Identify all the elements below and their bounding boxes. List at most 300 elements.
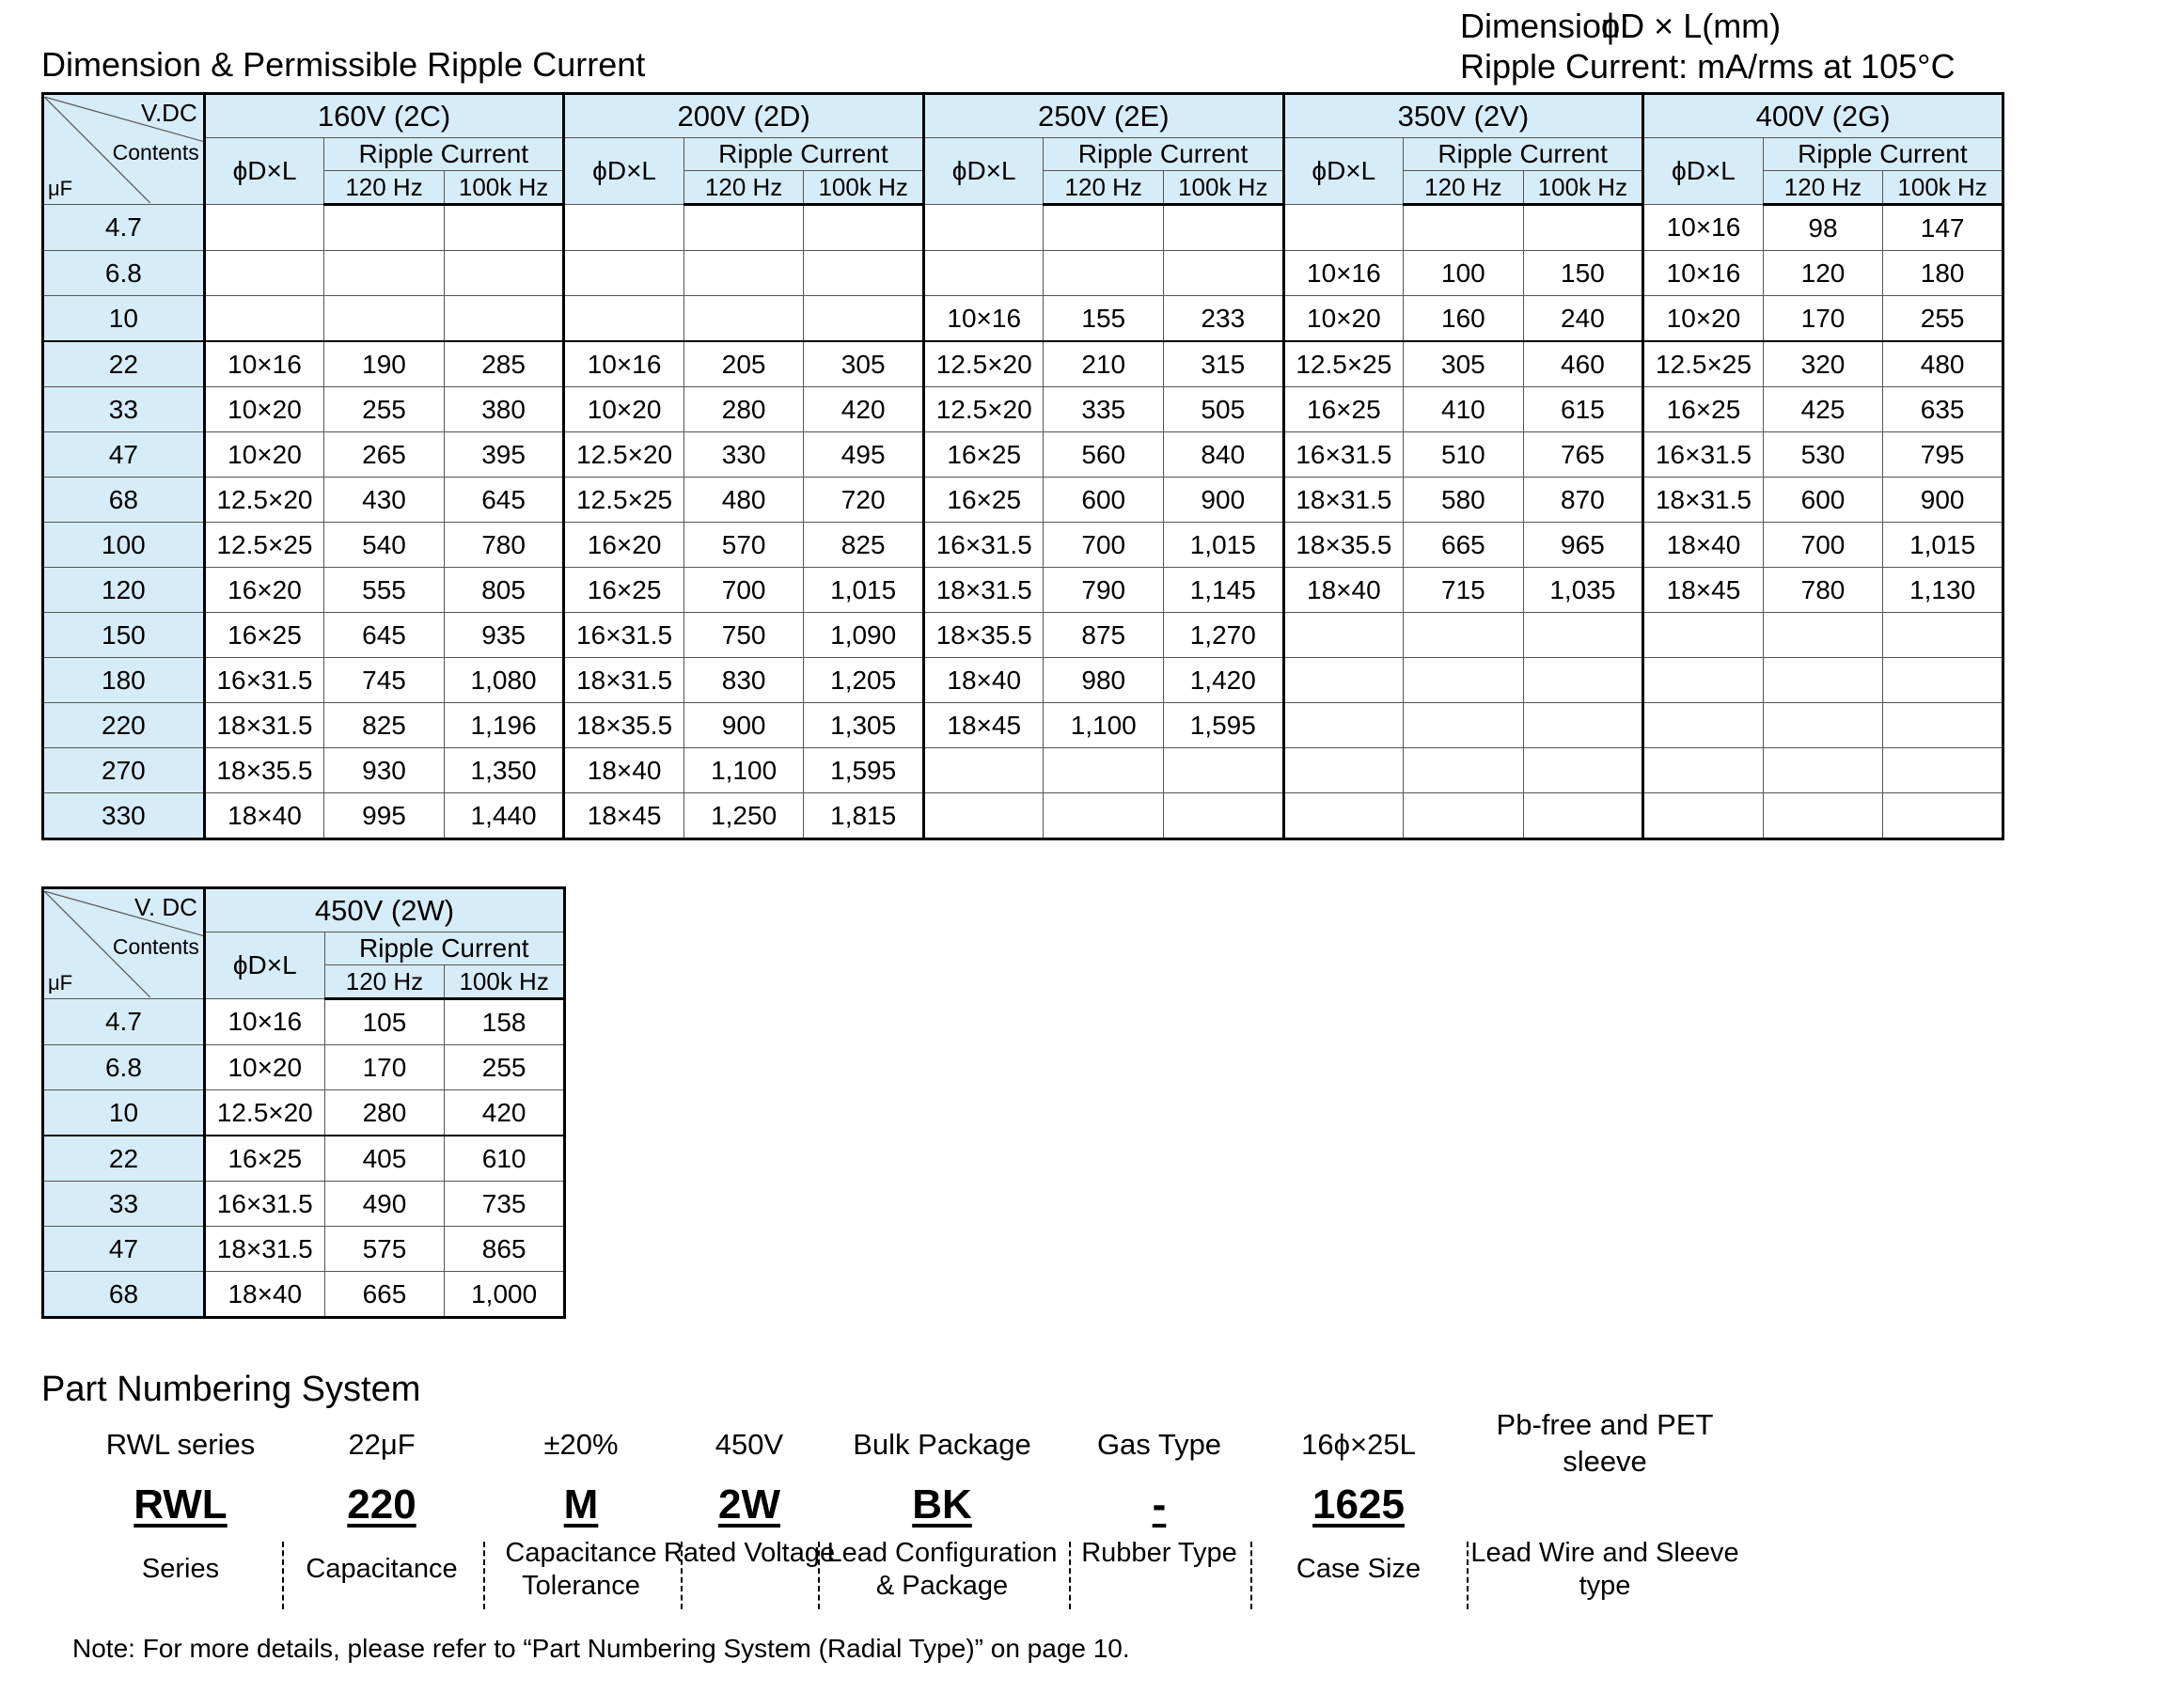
table-cell <box>444 251 564 296</box>
capacitance-cell: 150 <box>43 613 205 658</box>
table-cell: 825 <box>324 703 445 748</box>
table-cell <box>1643 658 1764 703</box>
table-cell: 480 <box>1883 341 2003 387</box>
table-cell: 16×25 <box>1643 387 1764 432</box>
table-cell <box>1283 658 1404 703</box>
freq-120hz-header: 120 Hz <box>324 965 445 999</box>
part-description: Lead Configuration & Package <box>826 1538 1058 1601</box>
table-cell: 12.5×25 <box>564 478 684 523</box>
table-cell: 935 <box>444 613 564 658</box>
part-separator <box>1069 1542 1071 1609</box>
table-cell <box>1044 205 1164 251</box>
table-cell: 1,015 <box>1164 523 1284 568</box>
table-cell: 555 <box>324 568 445 613</box>
table-cell: 745 <box>324 658 445 703</box>
table-cell: 18×40 <box>923 658 1044 703</box>
table-cell <box>324 296 445 342</box>
table-cell: 16×25 <box>923 432 1044 478</box>
table-cell: 10×16 <box>1643 205 1764 251</box>
table-cell <box>1883 613 2003 658</box>
table-cell <box>324 251 445 296</box>
table-row <box>43 703 2003 748</box>
part-description: Lead Wire and Sleeve type <box>1470 1538 1739 1601</box>
table-cell: 700 <box>1763 523 1883 568</box>
table-cell: 18×35.5 <box>923 613 1044 658</box>
table-cell: 10×20 <box>204 432 324 478</box>
table-cell: 830 <box>683 658 804 703</box>
table-cell <box>1283 613 1404 658</box>
table-row <box>43 1227 565 1272</box>
page-title: Dimension & Permissible Ripple Current <box>41 45 646 84</box>
table-cell: 790 <box>1044 568 1164 613</box>
part-code: 1625 <box>1312 1481 1405 1528</box>
table-cell: 18×45 <box>1643 568 1764 613</box>
table-cell: 10×20 <box>564 387 684 432</box>
freq-100khz-header: 100k Hz <box>444 171 564 205</box>
table-cell <box>564 251 684 296</box>
table-cell <box>1763 613 1883 658</box>
table-cell: 12.5×25 <box>204 523 324 568</box>
part-description: Series <box>141 1554 220 1584</box>
header-row <box>43 888 565 932</box>
table-cell <box>564 296 684 342</box>
table-cell: 1,196 <box>444 703 564 748</box>
table-cell: 1,130 <box>1883 568 2003 613</box>
table-cell: 18×31.5 <box>564 658 684 703</box>
part-description: Capacitance <box>306 1554 458 1584</box>
table-cell <box>1763 793 1883 839</box>
table-cell <box>1044 748 1164 793</box>
table-cell: 10×20 <box>204 387 324 432</box>
part-example: 22μF <box>348 1428 416 1461</box>
table-cell: 170 <box>324 1045 445 1090</box>
freq-100khz-header: 100k Hz <box>445 965 565 999</box>
ripple-current-header: Ripple Current <box>1044 138 1283 171</box>
table-cell: 265 <box>324 432 445 478</box>
part-example: 450V <box>715 1428 784 1461</box>
table-cell: 120 <box>1763 251 1883 296</box>
table-cell: 700 <box>683 568 804 613</box>
table-cell: 10×16 <box>564 341 684 387</box>
table-cell: 900 <box>683 703 804 748</box>
capacitance-cell: 22 <box>43 1136 205 1182</box>
ripple-table-450v <box>41 886 566 1319</box>
table-row <box>43 478 2003 523</box>
freq-100khz-header: 100k Hz <box>804 171 924 205</box>
table-cell: 900 <box>1164 478 1284 523</box>
table-cell <box>923 748 1044 793</box>
freq-100khz-header: 100k Hz <box>1523 171 1643 205</box>
table-cell <box>923 251 1044 296</box>
table-cell <box>1763 658 1883 703</box>
table-cell <box>804 296 924 342</box>
table-cell <box>1643 703 1764 748</box>
table-cell <box>1283 748 1404 793</box>
table-cell: 1,350 <box>444 748 564 793</box>
table-cell <box>923 205 1044 251</box>
table-cell <box>804 205 924 251</box>
table-cell: 645 <box>444 478 564 523</box>
table-cell: 16×31.5 <box>1283 432 1404 478</box>
table-cell: 1,440 <box>444 793 564 839</box>
table-row <box>43 793 2003 839</box>
table-cell: 240 <box>1523 296 1643 342</box>
table-cell: 16×31.5 <box>923 523 1044 568</box>
voltage-header: 350V (2V) <box>1283 94 1643 138</box>
table-cell: 1,595 <box>1164 703 1284 748</box>
table-cell <box>1523 793 1643 839</box>
table-cell: 840 <box>1164 432 1284 478</box>
table-row <box>43 1136 565 1182</box>
table-cell: 330 <box>683 432 804 478</box>
table-row <box>43 296 2003 342</box>
table-cell <box>1523 205 1643 251</box>
table-cell: 320 <box>1763 341 1883 387</box>
table-cell: 1,035 <box>1523 568 1643 613</box>
capacitance-cell: 10 <box>43 296 205 342</box>
table-cell: 420 <box>804 387 924 432</box>
table-cell: 16×25 <box>564 568 684 613</box>
table-cell: 305 <box>804 341 924 387</box>
capacitance-cell: 68 <box>43 478 205 523</box>
part-code: 220 <box>347 1481 416 1528</box>
part-example: ±20% <box>543 1428 619 1461</box>
table-cell: 255 <box>445 1045 565 1090</box>
table-cell: 190 <box>324 341 445 387</box>
voltage-header: 160V (2C) <box>204 94 564 138</box>
table-cell: 10×16 <box>204 999 324 1045</box>
table-cell: 1,000 <box>445 1272 565 1318</box>
table-cell: 18×35.5 <box>1283 523 1404 568</box>
table-cell <box>1283 205 1404 251</box>
dimension-header: ϕD×L <box>1643 138 1764 205</box>
capacitance-cell: 6.8 <box>43 251 205 296</box>
table-cell: 750 <box>683 613 804 658</box>
corner-header-cell <box>43 94 205 205</box>
table-cell: 170 <box>1763 296 1883 342</box>
table-cell: 285 <box>444 341 564 387</box>
part-code: RWL <box>134 1481 228 1528</box>
table-cell <box>683 296 804 342</box>
table-cell <box>1404 613 1524 658</box>
table-cell: 665 <box>324 1272 445 1318</box>
table-cell: 665 <box>1404 523 1524 568</box>
table-cell <box>1404 205 1524 251</box>
table-cell: 16×25 <box>204 1136 324 1182</box>
table-cell: 600 <box>1044 478 1164 523</box>
table-cell: 18×40 <box>1643 523 1764 568</box>
table-cell: 1,100 <box>683 748 804 793</box>
uf-unit-label: μF <box>48 176 73 200</box>
table-cell <box>1643 748 1764 793</box>
part-code: BK <box>912 1481 972 1528</box>
part-description: Rubber Type <box>1081 1538 1237 1568</box>
table-cell: 18×31.5 <box>923 568 1044 613</box>
table-cell: 1,270 <box>1164 613 1284 658</box>
table-cell: 1,080 <box>444 658 564 703</box>
table-cell: 16×20 <box>564 523 684 568</box>
table-cell: 150 <box>1523 251 1643 296</box>
capacitance-cell: 6.8 <box>43 1045 205 1090</box>
table-cell: 780 <box>444 523 564 568</box>
table-cell <box>1164 793 1284 839</box>
table-cell: 1,100 <box>1044 703 1164 748</box>
table-cell <box>1404 703 1524 748</box>
table-cell: 16×25 <box>204 613 324 658</box>
part-example: Pb-free and PET sleeve <box>1496 1408 1714 1478</box>
table-cell: 10×16 <box>1283 251 1404 296</box>
ripple-current-header: Ripple Current <box>1404 138 1643 171</box>
ripple-current-header: Ripple Current <box>324 932 564 965</box>
table-cell: 18×45 <box>564 793 684 839</box>
table-cell <box>923 793 1044 839</box>
table-cell: 900 <box>1883 478 2003 523</box>
table-cell: 160 <box>1404 296 1524 342</box>
table-cell: 18×31.5 <box>1283 478 1404 523</box>
table-cell: 280 <box>324 1090 445 1136</box>
part-code: M <box>563 1481 599 1528</box>
table-cell <box>1523 658 1643 703</box>
freq-120hz-header: 120 Hz <box>683 171 804 205</box>
dimension-label: Dimension: <box>1460 7 1630 45</box>
table-cell: 1,015 <box>804 568 924 613</box>
table-cell <box>1763 703 1883 748</box>
part-example: Gas Type <box>1096 1428 1222 1461</box>
table-cell: 430 <box>324 478 445 523</box>
table-cell <box>1883 793 2003 839</box>
table-cell: 16×31.5 <box>204 658 324 703</box>
table-cell <box>204 205 324 251</box>
table-cell: 1,090 <box>804 613 924 658</box>
table-cell: 1,305 <box>804 703 924 748</box>
table-row <box>43 568 2003 613</box>
table-cell: 18×31.5 <box>204 703 324 748</box>
part-description: Capacitance Tolerance <box>505 1538 657 1601</box>
corner-header-cell <box>43 888 205 999</box>
table-cell <box>1283 793 1404 839</box>
table-cell: 10×20 <box>1283 296 1404 342</box>
ripple-current-header: Ripple Current <box>683 138 923 171</box>
table-cell: 10×16 <box>923 296 1044 342</box>
table-cell: 1,205 <box>804 658 924 703</box>
table-row <box>43 432 2003 478</box>
capacitance-cell: 120 <box>43 568 205 613</box>
table-cell <box>683 251 804 296</box>
dimension-header: ϕD×L <box>1283 138 1404 205</box>
table-cell <box>1164 251 1284 296</box>
table-cell: 490 <box>324 1182 445 1227</box>
table-cell: 12.5×20 <box>204 1090 324 1136</box>
table-cell: 575 <box>324 1227 445 1272</box>
table-cell: 98 <box>1763 205 1883 251</box>
part-numbering-title: Part Numbering System <box>41 1370 421 1409</box>
part-separator <box>681 1542 683 1609</box>
freq-100khz-header: 100k Hz <box>1883 171 2003 205</box>
capacitance-cell: 33 <box>43 1182 205 1227</box>
table-cell: 12.5×25 <box>1283 341 1404 387</box>
table-row <box>43 251 2003 296</box>
part-description: Rated Voltage <box>663 1538 836 1568</box>
capacitance-cell: 22 <box>43 341 205 387</box>
table-cell: 780 <box>1763 568 1883 613</box>
ripple-current-header: Ripple Current <box>324 138 564 171</box>
part-separator <box>282 1542 284 1609</box>
table-cell: 870 <box>1523 478 1643 523</box>
part-example: 16ϕ×25L <box>1301 1428 1416 1461</box>
table-cell: 600 <box>1763 478 1883 523</box>
table-cell <box>564 205 684 251</box>
table-cell: 16×31.5 <box>1643 432 1764 478</box>
table-cell: 12.5×20 <box>564 432 684 478</box>
table-cell: 405 <box>324 1136 445 1182</box>
table-cell: 180 <box>1883 251 2003 296</box>
table-cell <box>204 296 324 342</box>
table-cell: 10×20 <box>1643 296 1764 342</box>
table-cell: 16×25 <box>1283 387 1404 432</box>
table-cell: 255 <box>1883 296 2003 342</box>
freq-100khz-header: 100k Hz <box>1164 171 1284 205</box>
ripple-current-header: Ripple Current <box>1763 138 2003 171</box>
capacitance-cell: 220 <box>43 703 205 748</box>
table-cell <box>1404 658 1524 703</box>
table-cell <box>1283 703 1404 748</box>
table-cell <box>1404 748 1524 793</box>
voltage-header: 400V (2G) <box>1643 94 2003 138</box>
table-cell: 18×31.5 <box>1643 478 1764 523</box>
dimension-header: ϕD×L <box>204 932 324 999</box>
table-cell: 540 <box>324 523 445 568</box>
table-cell: 335 <box>1044 387 1164 432</box>
table-cell <box>1523 613 1643 658</box>
table-row <box>43 341 2003 387</box>
capacitance-cell: 270 <box>43 748 205 793</box>
part-separator <box>483 1542 485 1609</box>
table-row <box>43 1182 565 1227</box>
dimension-header: ϕD×L <box>204 138 324 205</box>
part-separator <box>818 1542 820 1609</box>
voltage-header: 450V (2W) <box>204 888 564 932</box>
table-cell <box>1763 748 1883 793</box>
table-cell: 155 <box>1044 296 1164 342</box>
table-cell: 16×31.5 <box>564 613 684 658</box>
table-cell: 205 <box>683 341 804 387</box>
table-cell: 1,015 <box>1883 523 2003 568</box>
table-cell <box>1044 251 1164 296</box>
capacitance-cell: 47 <box>43 1227 205 1272</box>
table-cell: 1,595 <box>804 748 924 793</box>
table-cell <box>1523 703 1643 748</box>
table-cell <box>1404 793 1524 839</box>
table-cell: 580 <box>1404 478 1524 523</box>
table-cell <box>444 296 564 342</box>
table-row <box>43 523 2003 568</box>
table-cell: 410 <box>1404 387 1524 432</box>
table-cell: 280 <box>683 387 804 432</box>
table-cell: 460 <box>1523 341 1643 387</box>
table-cell <box>1164 748 1284 793</box>
table-cell <box>444 205 564 251</box>
table-row <box>43 748 2003 793</box>
table-cell: 147 <box>1883 205 2003 251</box>
table-cell <box>804 251 924 296</box>
table-cell: 100 <box>1404 251 1524 296</box>
table-cell <box>1044 793 1164 839</box>
table-cell: 635 <box>1883 387 2003 432</box>
table-cell <box>1164 205 1284 251</box>
table-cell: 645 <box>324 613 445 658</box>
freq-120hz-header: 120 Hz <box>1044 171 1164 205</box>
table-cell: 158 <box>445 999 565 1045</box>
table-cell <box>1883 658 2003 703</box>
table-cell: 735 <box>445 1182 565 1227</box>
capacitance-cell: 180 <box>43 658 205 703</box>
ripple-table-main <box>41 92 2004 840</box>
table-cell: 18×35.5 <box>204 748 324 793</box>
uf-unit-label: μF <box>48 970 73 995</box>
table-cell: 1,420 <box>1164 658 1284 703</box>
table-row <box>43 1272 565 1318</box>
capacitance-cell: 10 <box>43 1090 205 1136</box>
voltage-header: 200V (2D) <box>564 94 924 138</box>
table-cell: 10×20 <box>204 1045 324 1090</box>
freq-120hz-header: 120 Hz <box>324 171 445 205</box>
table-cell: 930 <box>324 748 445 793</box>
part-code: - <box>1152 1481 1167 1528</box>
table-cell <box>1643 613 1764 658</box>
table-cell: 12.5×20 <box>923 387 1044 432</box>
table-cell: 700 <box>1044 523 1164 568</box>
table-cell: 380 <box>444 387 564 432</box>
part-code: 2W <box>718 1481 780 1528</box>
table-cell: 255 <box>324 387 445 432</box>
table-row <box>43 613 2003 658</box>
part-separator <box>1250 1542 1252 1609</box>
table-cell: 560 <box>1044 432 1164 478</box>
table-cell: 315 <box>1164 341 1284 387</box>
table-cell: 570 <box>683 523 804 568</box>
table-row <box>43 658 2003 703</box>
table-cell: 805 <box>444 568 564 613</box>
table-cell: 980 <box>1044 658 1164 703</box>
table-cell: 12.5×20 <box>204 478 324 523</box>
table-cell: 16×20 <box>204 568 324 613</box>
table-cell: 18×40 <box>564 748 684 793</box>
table-cell: 795 <box>1883 432 2003 478</box>
table-cell: 18×40 <box>204 793 324 839</box>
table-cell <box>1523 748 1643 793</box>
capacitance-cell: 330 <box>43 793 205 839</box>
freq-120hz-header: 120 Hz <box>1763 171 1883 205</box>
capacitance-cell: 4.7 <box>43 205 205 251</box>
table-cell: 1,145 <box>1164 568 1284 613</box>
part-description: Case Size <box>1296 1554 1422 1584</box>
table-cell <box>1643 793 1764 839</box>
table-cell: 233 <box>1164 296 1284 342</box>
table-row <box>43 1090 565 1136</box>
contents-label: Contents <box>112 933 199 959</box>
table-cell: 16×25 <box>923 478 1044 523</box>
dimension-value: ϕD × L(mm) <box>1601 7 1782 45</box>
table-cell: 420 <box>445 1090 565 1136</box>
part-separator <box>1467 1542 1469 1609</box>
vdc-label: V. DC <box>134 892 197 921</box>
table-cell <box>1883 748 2003 793</box>
table-cell: 495 <box>804 432 924 478</box>
freq-120hz-header: 120 Hz <box>1404 171 1524 205</box>
table-cell: 12.5×25 <box>1643 341 1764 387</box>
table-cell: 615 <box>1523 387 1643 432</box>
table-cell: 610 <box>445 1136 565 1182</box>
